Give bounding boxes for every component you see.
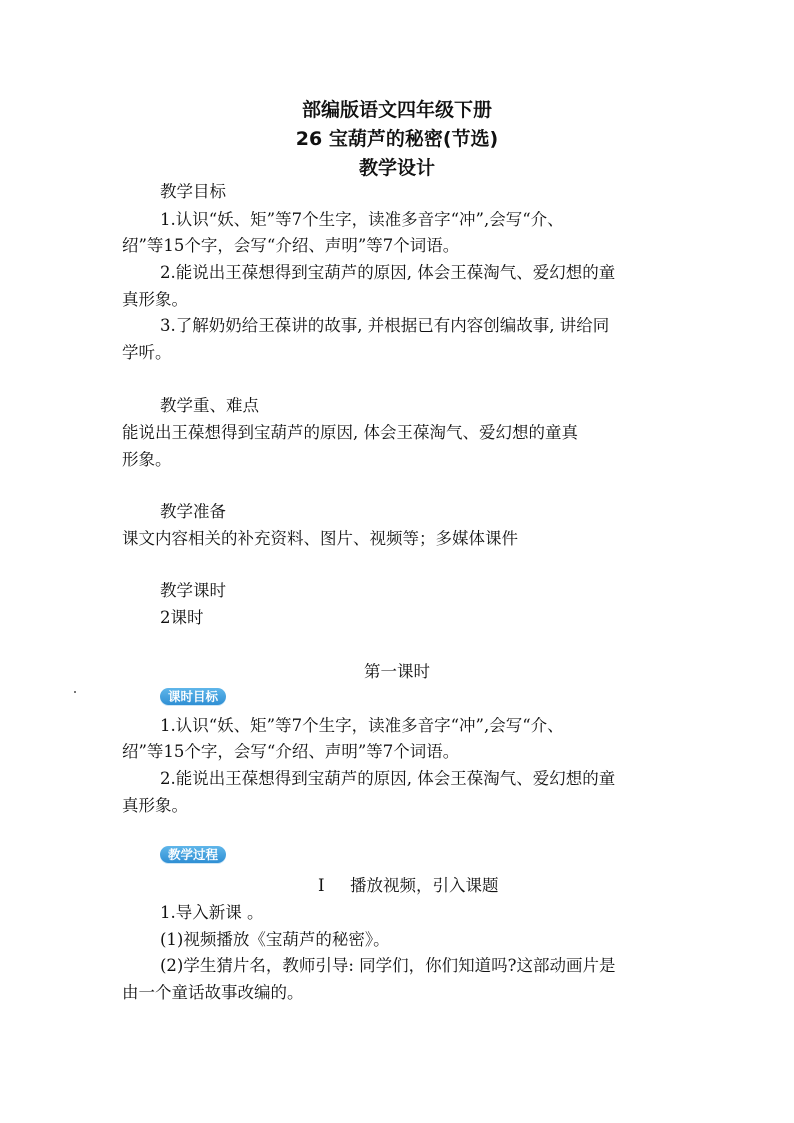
hours-text: 2课时 xyxy=(160,608,204,627)
lesson-goal-2-line-a: 2.能说出王葆想得到宝葫芦的原因, 体会王葆淘气、爱幻想的童 xyxy=(160,769,616,788)
prep-text: 课文内容相关的补充资料、图片、视频等；多媒体课件 xyxy=(122,529,518,548)
lesson-goals-badge: 课时目标 xyxy=(160,688,226,705)
keypoints-line-a: 能说出王葆想得到宝葫芦的原因, 体会王葆淘气、爱幻想的童真 xyxy=(122,423,578,442)
goal-3-line-a: 3.了解奶奶给王葆讲的故事, 并根据已有内容创编故事, 讲给同 xyxy=(160,316,610,335)
goals-heading: 教学目标 xyxy=(160,182,226,201)
stray-dot xyxy=(74,691,76,693)
keypoints-heading: 教学重、难点 xyxy=(160,396,259,415)
lesson-goal-2-line-b: 真形象。 xyxy=(122,796,188,815)
step-1-2-line-a: (2)学生猜片名，教师引导: 同学们，你们知道吗?这部动画片是 xyxy=(160,956,616,975)
doc-title-line2: 26 宝葫芦的秘密(节选) xyxy=(295,128,499,150)
prep-heading: 教学准备 xyxy=(160,502,226,521)
section-title: 播放视频，引入课题 xyxy=(350,876,499,895)
step-1: 1.导入新课 。 xyxy=(160,903,264,922)
hours-heading: 教学课时 xyxy=(160,581,226,600)
lesson-goal-1-line-b: 绍”等15个字，会写“介绍、声明”等7个词语。 xyxy=(122,742,460,761)
step-1-1: (1)视频播放《宝葫芦的秘密》。 xyxy=(160,930,390,949)
lesson-goal-1-line-a: 1.认识“妖、矩”等7个生字，读准多音字“冲”,会写“介、 xyxy=(160,716,564,735)
goal-1-line-b: 绍”等15个字，会写“介绍、声明”等7个词语。 xyxy=(122,236,460,255)
goal-2-line-b: 真形象。 xyxy=(122,290,188,309)
goal-1-line-a: 1.认识“妖、矩”等7个生字，读准多音字“冲”,会写“介、 xyxy=(160,210,564,229)
lesson1-title: 第一课时 xyxy=(364,662,430,681)
doc-title-line1: 部编版语文四年级下册 xyxy=(301,99,492,121)
goal-2-line-a: 2.能说出王葆想得到宝葫芦的原因, 体会王葆淘气、爱幻想的童 xyxy=(160,263,616,282)
goal-3-line-b: 学听。 xyxy=(122,343,172,362)
step-1-2-line-b: 由一个童话故事改编的。 xyxy=(122,983,304,1002)
doc-title-line3: 教学设计 xyxy=(358,157,435,179)
teaching-process-badge: 教学过程 xyxy=(160,846,226,863)
section-number: Ⅰ xyxy=(318,876,325,895)
keypoints-line-b: 形象。 xyxy=(122,450,172,469)
